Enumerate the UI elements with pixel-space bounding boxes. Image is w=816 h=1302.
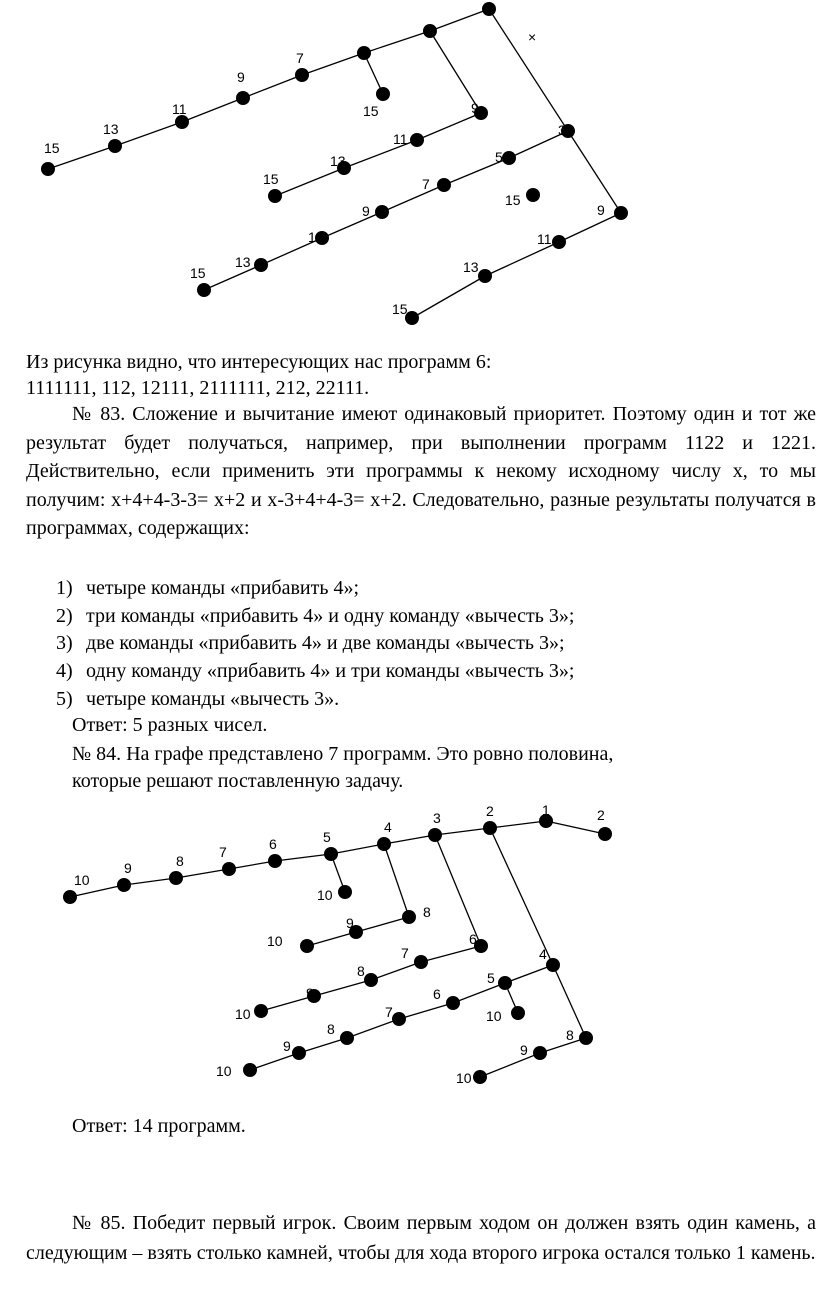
graph-edge (435, 835, 481, 946)
graph-edge (204, 265, 261, 290)
graph-node-label: 2 (597, 807, 605, 823)
graph-node (63, 890, 77, 904)
graph-edge (559, 213, 621, 242)
graph-edge (243, 75, 302, 98)
graph-node (222, 862, 236, 876)
graph-node (117, 878, 131, 892)
graph-node-label: 7 (401, 945, 409, 961)
graph-edge (435, 828, 490, 835)
list-item: 2) три команды «прибавить 4» и одну команду «вычесть 3»; (56, 605, 575, 627)
problem-84-line-2: которые решают поставленную задачу. (72, 770, 404, 792)
graph-edge (480, 1053, 540, 1077)
graph-edge (275, 854, 331, 861)
graph-node-label: 7 (422, 176, 430, 192)
graph-node-label: 10 (267, 933, 283, 949)
graph-node (614, 206, 628, 220)
graph-node (254, 1004, 268, 1018)
graph-edge (399, 1003, 453, 1019)
graph-edge (307, 932, 356, 946)
graph-node-label: 9 (124, 860, 132, 876)
graph-node (376, 87, 390, 101)
graph-edge (490, 821, 546, 828)
graph-edge (314, 980, 371, 996)
graph-node-label: 11 (172, 101, 187, 117)
graph-node (552, 235, 566, 249)
graph-node-label: 7 (219, 844, 227, 860)
graph-node-label: 4 (384, 819, 392, 835)
graph-edge (421, 946, 481, 962)
graph-edge (490, 828, 553, 965)
graph-node (482, 2, 496, 16)
graph-node-label: 2 (486, 803, 494, 819)
problem-84-line-1: № 84. На графе представлено 7 программ. Это ровно половина, (72, 743, 614, 765)
graph-edge (382, 185, 444, 212)
graph-node (268, 189, 282, 203)
graph-node (473, 1070, 487, 1084)
graph-node (579, 1031, 593, 1045)
graph-edge (250, 1053, 299, 1070)
cross-mark: × (528, 29, 537, 45)
graph-node (526, 188, 540, 202)
graph-node (108, 139, 122, 153)
graph-edge (182, 98, 243, 122)
graph-node (402, 910, 416, 924)
graph-node (410, 133, 424, 147)
answer-83: Ответ: 5 разных чисел. (72, 714, 268, 736)
graph-node-label: 9 (597, 202, 605, 218)
graph-node-label: 6 (469, 931, 477, 947)
graph-node-label: 6 (433, 986, 441, 1002)
graph-node (598, 827, 612, 841)
graph-node-label: 5 (487, 970, 495, 986)
graph-node (175, 115, 189, 129)
graph-edge (356, 917, 409, 932)
graph-node (254, 258, 268, 272)
graph-node-label: 9 (362, 203, 370, 219)
graph-node (364, 973, 378, 987)
graph-node (375, 205, 389, 219)
list-item: 3) две команды «прибавить 4» и две команды «вычесть 3»; (56, 632, 565, 654)
problem-83-paragraph (26, 400, 816, 543)
graph-node-label: 8 (357, 963, 365, 979)
graph-node (437, 178, 451, 192)
graph-node (502, 151, 516, 165)
graph-node (295, 68, 309, 82)
graph-node-label: 7 (385, 1004, 393, 1020)
graph-edge (540, 1038, 586, 1053)
graph-edge (505, 965, 553, 983)
list-item: 4) одну команду «прибавить 4» и три команды «вычесть 3»; (56, 660, 575, 682)
graph-node-label: 15 (44, 140, 60, 156)
graph-edge (347, 1019, 399, 1038)
graph-edge (384, 844, 409, 917)
graph-node-label: 9 (520, 1042, 528, 1058)
graph-node-label: 8 (327, 1021, 335, 1037)
graph-node (392, 1012, 406, 1026)
graph-edge (331, 844, 384, 854)
graph-edge (124, 878, 176, 885)
graph-node-label: 11 (537, 231, 552, 247)
graph-node-label: 8 (423, 904, 431, 920)
graph-node-label: 9 (306, 985, 314, 1001)
graph-node-label: 15 (263, 171, 279, 187)
graph-node (498, 976, 512, 990)
graph-node (324, 847, 338, 861)
graph-edge (568, 131, 621, 213)
graph-node (243, 1063, 257, 1077)
graph-edge (485, 242, 559, 276)
graph-node-label: 11 (393, 131, 408, 147)
graph-node (478, 269, 492, 283)
intro-line-1: Из рисунка видно, что интересующих нас программ 6: (26, 351, 492, 373)
answer-84: Ответ: 14 программ. (72, 1115, 246, 1137)
problem-85-text: № 85. Победит первый игрок. Своим первым ходом он должен взять один камень, а следующим – взять столько камней, чтобы для хода второго игрока остался только 1 камень. (26, 1212, 816, 1264)
graph-node (377, 837, 391, 851)
graph-edge (371, 962, 421, 980)
graph-node-label: 15 (392, 301, 408, 317)
graph-node-label: 9 (346, 915, 354, 931)
program-tree-diagram-1 (0, 0, 816, 335)
graph-edge (299, 1038, 347, 1053)
graph-node-label: 9 (237, 69, 245, 85)
graph-edge (302, 53, 364, 75)
graph-node (428, 828, 442, 842)
graph-edge (453, 983, 505, 1003)
graph-node-label: 5 (495, 149, 503, 165)
graph-node (446, 996, 460, 1010)
program-tree-diagram-2 (0, 800, 816, 1100)
graph-node (338, 885, 352, 899)
graph-node (423, 24, 437, 38)
graph-node-label: 10 (216, 1063, 232, 1079)
graph-node-label: 9 (283, 1038, 291, 1054)
graph-node (197, 283, 211, 297)
intro-line-2: 1111111, 112, 12111, 2111111, 212, 22111. (26, 377, 370, 399)
graph-node (546, 958, 560, 972)
graph-node (483, 821, 497, 835)
graph-node (236, 91, 250, 105)
graph-node-label: 13 (103, 121, 119, 137)
graph-edge (412, 276, 485, 318)
graph-node (268, 854, 282, 868)
list-item: 5) четыре команды «вычесть 3». (56, 688, 340, 710)
graph-node (357, 46, 371, 60)
graph-edge (275, 168, 344, 196)
graph-edge (489, 9, 568, 131)
graph-node (533, 1046, 547, 1060)
graph-node-label: 13 (235, 254, 251, 270)
graph-edge (364, 31, 430, 53)
graph-node-label: 7 (296, 50, 304, 66)
graph-node-label: 15 (190, 265, 206, 281)
graph-node-label: 3 (558, 122, 566, 138)
graph-node-label: 10 (235, 1006, 251, 1022)
graph-node-label: 10 (456, 1070, 472, 1086)
graph-node-label: 6 (269, 836, 277, 852)
graph-node (511, 1006, 525, 1020)
graph-node (414, 955, 428, 969)
problem-85-paragraph (26, 1209, 816, 1268)
graph-node-label: 8 (566, 1027, 574, 1043)
graph-node (300, 939, 314, 953)
graph-edge (229, 861, 275, 869)
graph-edge (115, 122, 182, 146)
graph-node-label: 8 (176, 853, 184, 869)
graph-node-label: 4 (539, 946, 547, 962)
graph-node (169, 871, 183, 885)
graph-node-label: 1 (542, 802, 550, 818)
graph-node-label: 11 (308, 229, 323, 245)
graph-edge (176, 869, 229, 878)
graph-node-label: 3 (433, 810, 441, 826)
graph-node-label: 15 (505, 192, 521, 208)
list-item: 1) четыре команды «прибавить 4»; (56, 577, 360, 599)
graph-node-label: 13 (463, 259, 479, 275)
graph-node-label: 10 (317, 887, 333, 903)
graph-node-label: 15 (363, 103, 379, 119)
graph-edge (417, 113, 481, 140)
graph-edge (430, 9, 489, 31)
graph-node-label: 10 (74, 872, 90, 888)
graph-node-label: 5 (323, 829, 331, 845)
graph-node-label: 13 (330, 153, 346, 169)
graph-node-label: 10 (486, 1008, 502, 1024)
graph-node (340, 1031, 354, 1045)
problem-83-text: № 83. Сложение и вычитание имеют одинаковый приоритет. Поэтому один и тот же результат будет получаться, например, при выполнении программ 1122 и 1221. Действительно, если применить эти программы к некому исходному числу x, то мы получим: x+4+4-3-3= x+2 и x-3+4+4-3= x+2. Следовательно, разные результаты получатся в программах, содержащих: (26, 403, 816, 539)
graph-node-label: 9 (471, 100, 479, 116)
graph-edge (384, 835, 435, 844)
graph-node (41, 162, 55, 176)
graph-edge (322, 212, 382, 238)
graph-node (292, 1046, 306, 1060)
